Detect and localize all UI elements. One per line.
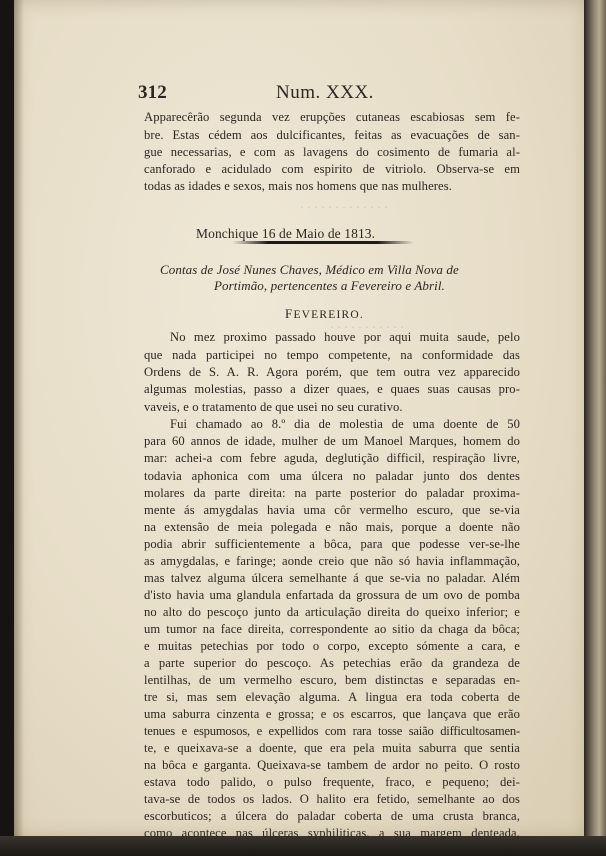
- text-line: podia abrir sufficientemente a bôca, para que podesse ver-se-lhe: [144, 537, 520, 551]
- text-line: tre si, mas sem elevação alguma. A lingua era toda coberta de: [144, 690, 520, 704]
- text-line: que nada participei no tempo competente, na conformidade das: [144, 348, 520, 362]
- section-divider: [232, 241, 414, 244]
- page-number: 312: [138, 82, 167, 103]
- page-gutter-shadow: [14, 0, 24, 838]
- text-line: um tumor na face direita, correspondente ao sitio da chaga da bôca;: [144, 622, 520, 636]
- text-line: mente ás amygdalas havia uma côr vermelho escuro, que se-via: [144, 503, 520, 517]
- show-through-text: · · · · · · · · · · ·: [330, 320, 404, 334]
- show-through-text: · · · · · · · · · · · · ·: [300, 200, 388, 214]
- text-line: na extensão de meia polegada e não mais, porque a doente não: [144, 520, 520, 534]
- text-line: canforado e acidulado com espirito de vitriolo. Observa-se em: [144, 162, 520, 176]
- text-line: como acontece nas úlceras syphiliticas, a sua margem denteada,: [144, 826, 520, 840]
- text-line: algumas molestias, passo a dizer quaes, e quaes suas causas pro-: [144, 382, 520, 396]
- text-line: tenues e espumosos, e expellidos com rara tosse saião difficultosamen-: [144, 724, 520, 738]
- article-title-continued: Portimão, pertencentes a Fevereiro e Abril.: [214, 278, 445, 293]
- text-line: a parte superior do pescoço. As petechias erão da grandeza de: [144, 656, 520, 670]
- text-line: mar: achei-a com febre aguda, deglutição difficil, respiração livre,: [144, 451, 520, 465]
- text-line: te, e queixava-se a doente, que era pela muita saburra que sentia: [144, 741, 520, 755]
- month-heading: [285, 306, 364, 322]
- text-line: no alto do pescoço junto da articulação direita do queixo inferior; e: [144, 605, 520, 619]
- issue-number: Num. XXX.: [276, 82, 374, 103]
- text-line: molares da parte direita: na parte posterior do paladar proxima-: [144, 486, 520, 500]
- text-line: e muitas petechias por todo o corpo, excepto sómente a cara, e: [144, 639, 520, 653]
- text-line: tava-se de todos os lados. O halito era fetido, semelhante ao dos: [144, 792, 520, 806]
- text-line: No mez proximo passado houve por aqui muita saude, pelo: [170, 330, 520, 344]
- text-line: d'isto havia uma glandula enfartada da grossura de um ovo de pomba: [144, 588, 520, 602]
- text-line: gue necessarias, e com as lavagens do cosimento de fumaria al-: [144, 145, 520, 159]
- text-line: estava todo palido, o pulso frequente, fraco, e pequeno; dei-: [144, 775, 520, 789]
- text-line: todavia aphonica com uma úlcera no paladar junto dos dentes: [144, 469, 520, 483]
- text-line: lentilhas, de um vermelho escuro, bem distinctas e separadas en-: [144, 673, 520, 687]
- text-line: escorbuticos; a úlcera do paladar coberta de uma crusta branca,: [144, 809, 520, 823]
- text-line: na bôca e garganta. Queixava-se tambem de ardor no peito. O rosto: [144, 758, 520, 772]
- page-edge-right: [584, 0, 606, 838]
- text-line: as amygdalas, e faringe; aonde creio que não só havia inflammação,: [144, 554, 520, 568]
- text-line: mas talvez alguma úlcera semelhante á que se-via no paladar. Além: [144, 571, 520, 585]
- place-date-signature: Monchique 16 de Maio de 1813.: [196, 226, 376, 241]
- article-title: Contas de José Nunes Chaves, Médico em Villa Nova de: [160, 262, 459, 277]
- text-line: vaveis, e o tratamento de que usei no seu curativo.: [144, 400, 403, 414]
- text-line: Fui chamado ao 8.º dia de molestia de uma doente de 50: [170, 417, 520, 431]
- text-line: Apparecêrão segunda vez erupções cutaneas escabiosas sem fe-: [144, 110, 520, 124]
- text-line: todas as idades e sexos, mais nos homens que nas mulheres.: [144, 179, 452, 193]
- text-line: Ordens de S. A. R. Agora porém, que tem outra vez apparecido: [144, 365, 520, 379]
- text-line: uma saburra cinzenta e grossa; e os escarros, que lançava que erão: [144, 707, 520, 721]
- month-heading-rest: EVEREIRO.: [293, 309, 364, 321]
- text-line: para 60 annos de idade, mulher de um Manoel Marques, homem do: [144, 434, 520, 448]
- text-line: bre. Estas cédem aos dulcificantes, feitas as evacuações de san-: [144, 128, 520, 142]
- month-heading-initial: F: [285, 306, 294, 321]
